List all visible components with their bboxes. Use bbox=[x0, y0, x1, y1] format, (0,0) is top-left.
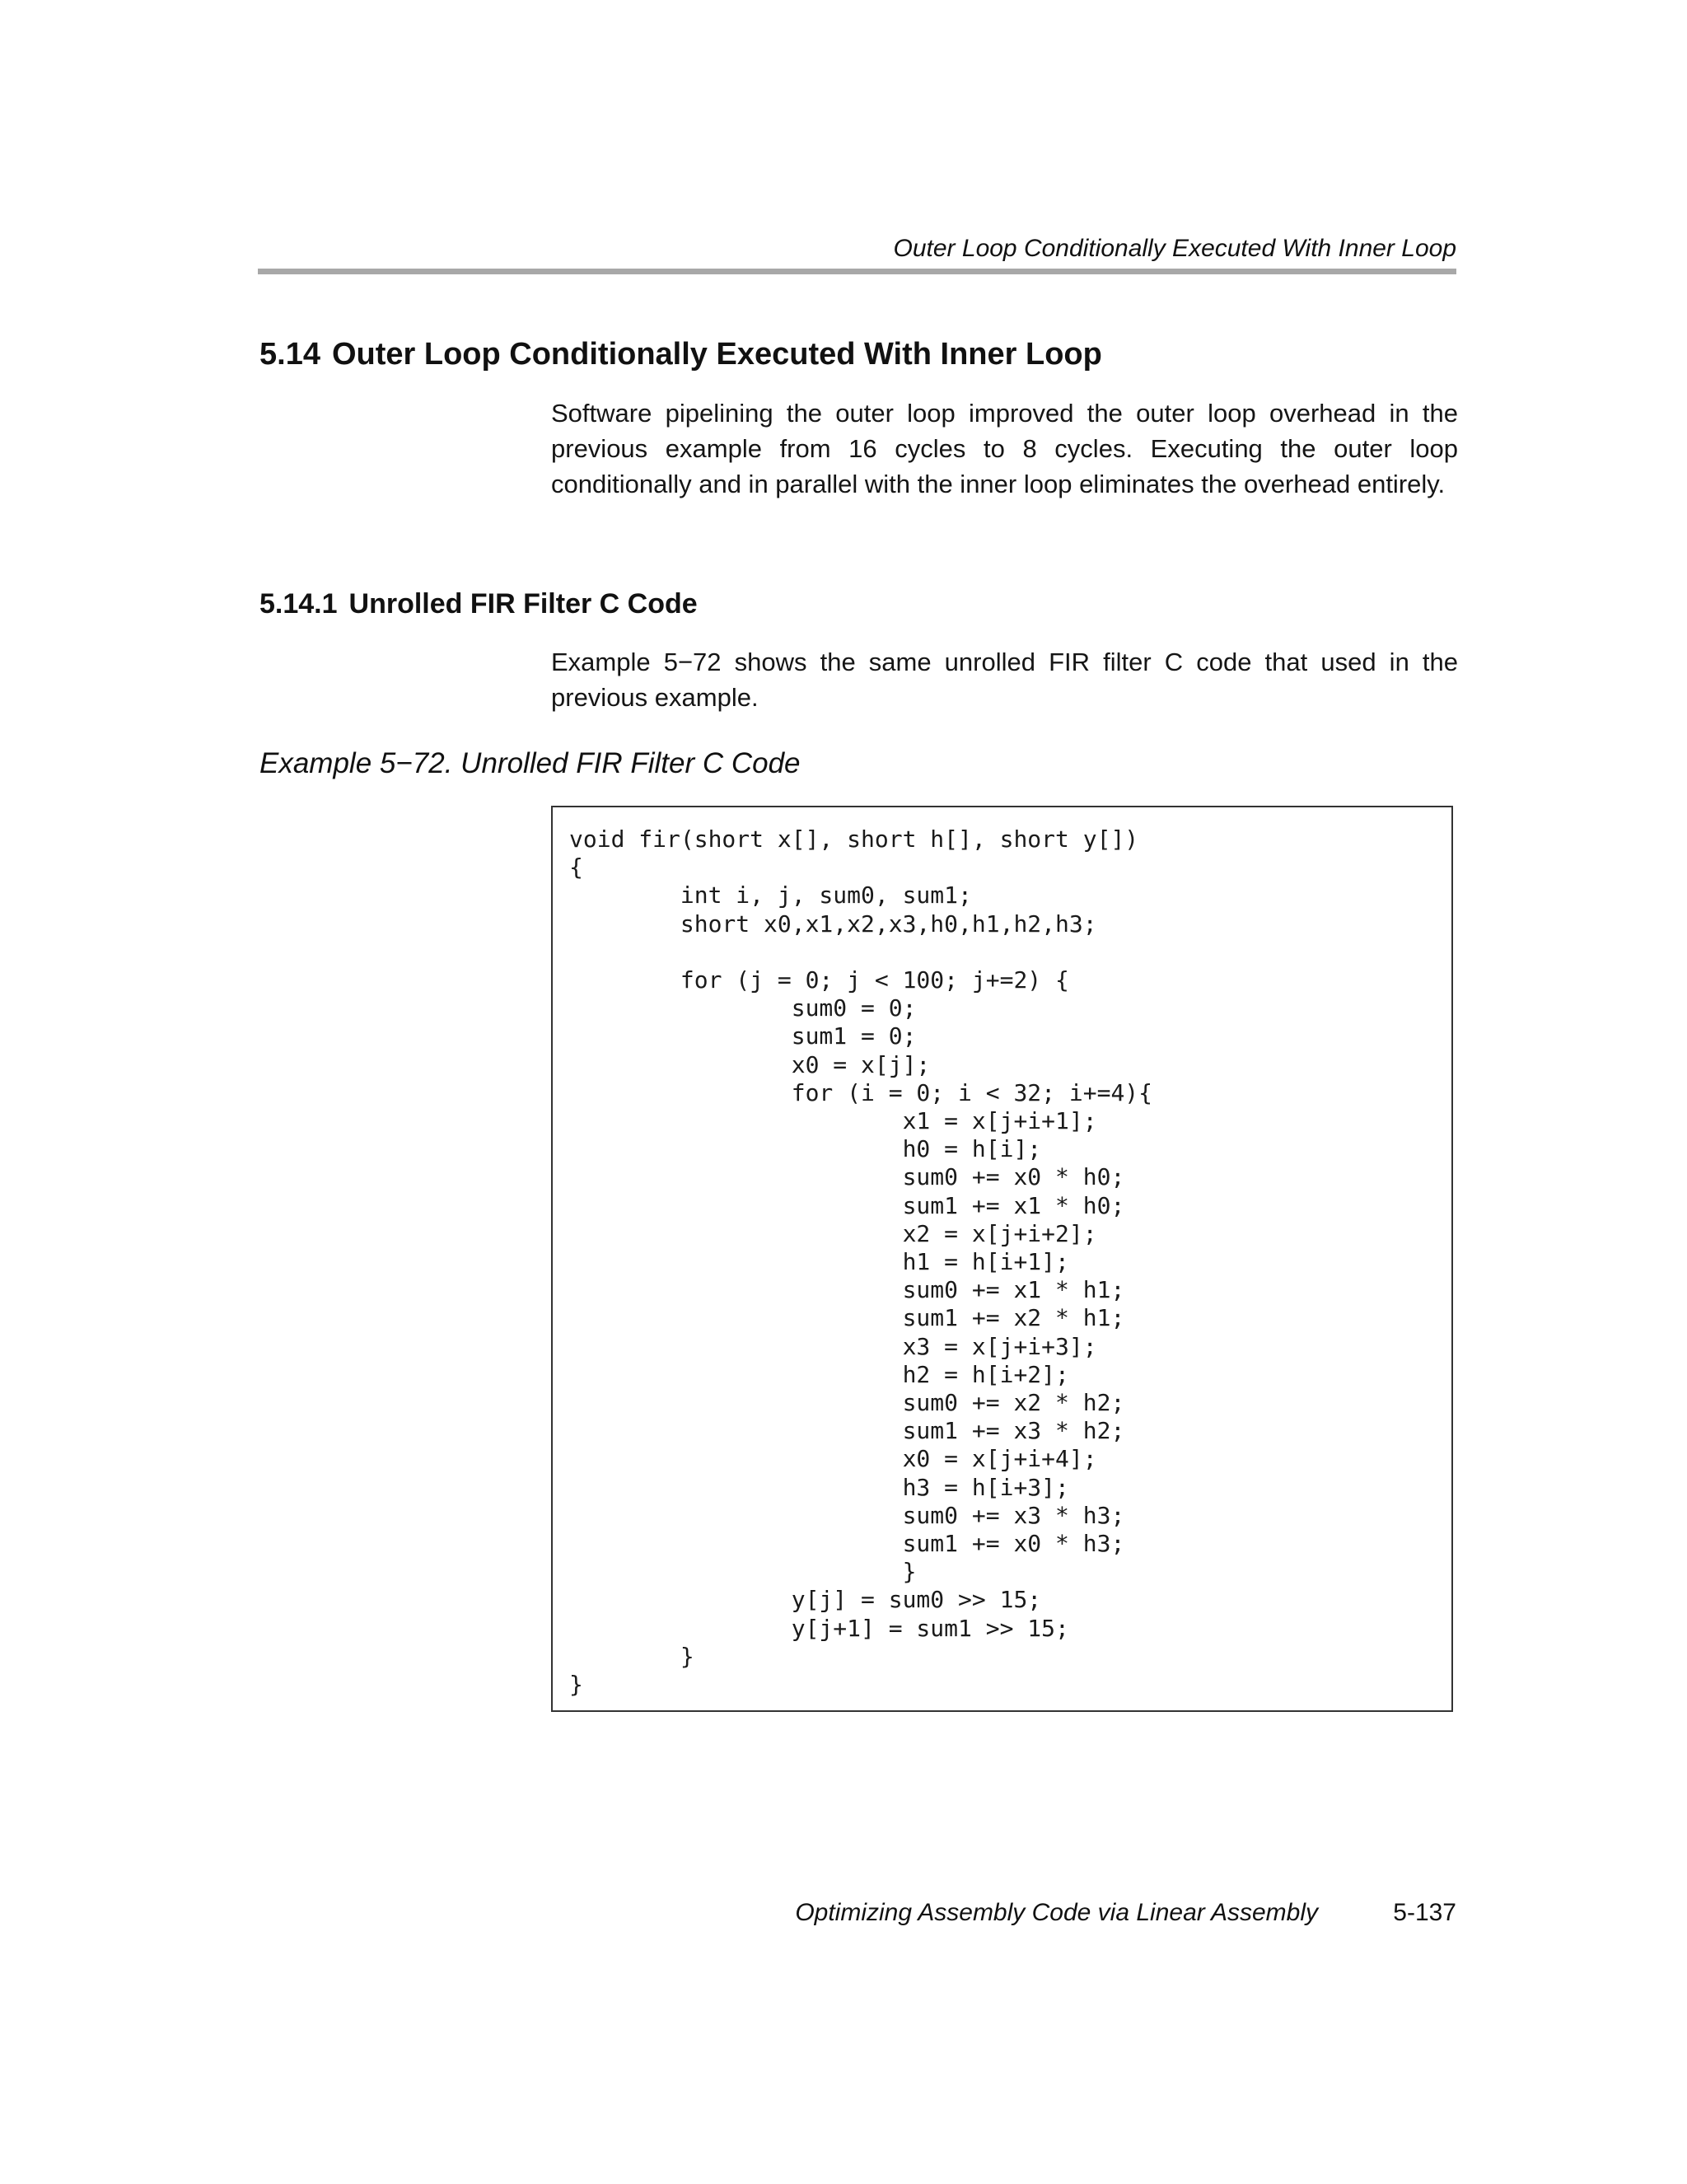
subsection-paragraph: Example 5−72 shows the same unrolled FIR filter C code that used in the previous example. bbox=[551, 648, 1458, 712]
running-header: Outer Loop Conditionally Executed With Inner Loop bbox=[893, 235, 1456, 262]
page-number: 5-137 bbox=[1393, 1899, 1456, 1926]
section-heading bbox=[259, 331, 1102, 377]
subsection-heading bbox=[259, 583, 698, 624]
header-rule bbox=[258, 269, 1456, 274]
section-number: 5.14 bbox=[259, 337, 320, 372]
example-caption: Example 5−72. Unrolled FIR Filter C Code bbox=[259, 747, 801, 779]
section-paragraph: Software pipelining the outer loop improved the outer loop overhead in the previous example from 16 cycles to 8 cycles. Executing the outer loop conditionally and in parallel with the inner loop eliminates the overhead entirely. bbox=[551, 399, 1458, 498]
subsection-title: Unrolled FIR Filter C Code bbox=[348, 588, 698, 620]
code-box bbox=[551, 806, 1453, 1712]
section-title: Outer Loop Conditionally Executed With Inner Loop bbox=[331, 337, 1102, 372]
code-listing: void fir(short x[], short h[], short y[]) { int i, j, sum0, sum1; short x0,x1,x2,x3,h0,h1,h2,h3; for (j = 0; j < 100; j+=2) { sum0 = 0; sum1 = 0; x0 = x[j]; for (i = 0; i < 32; i+=4){ x1 = x[j+i+1]; h0 = h[i]; sum0 += x0 * h0; sum1 += x1 * h0; x2 = x[j+i+2]; h1 = h[i+1]; sum0 += x1 * h1; sum1 += x2 * h1; x3 = x[j+i+3]; h2 = h[i+2]; sum0 += x2 * h2; sum1 += x3 * h2; x0 = x[j+i+4]; h3 = h[i+3]; sum0 += x3 * h3; sum1 += x0 * h3; } y[j] = sum0 >> 15; y[j+1] = sum1 >> 15; } } bbox=[569, 825, 1153, 1699]
footer-title: Optimizing Assembly Code via Linear Assembly bbox=[795, 1899, 1318, 1926]
subsection-number: 5.14.1 bbox=[259, 588, 338, 620]
